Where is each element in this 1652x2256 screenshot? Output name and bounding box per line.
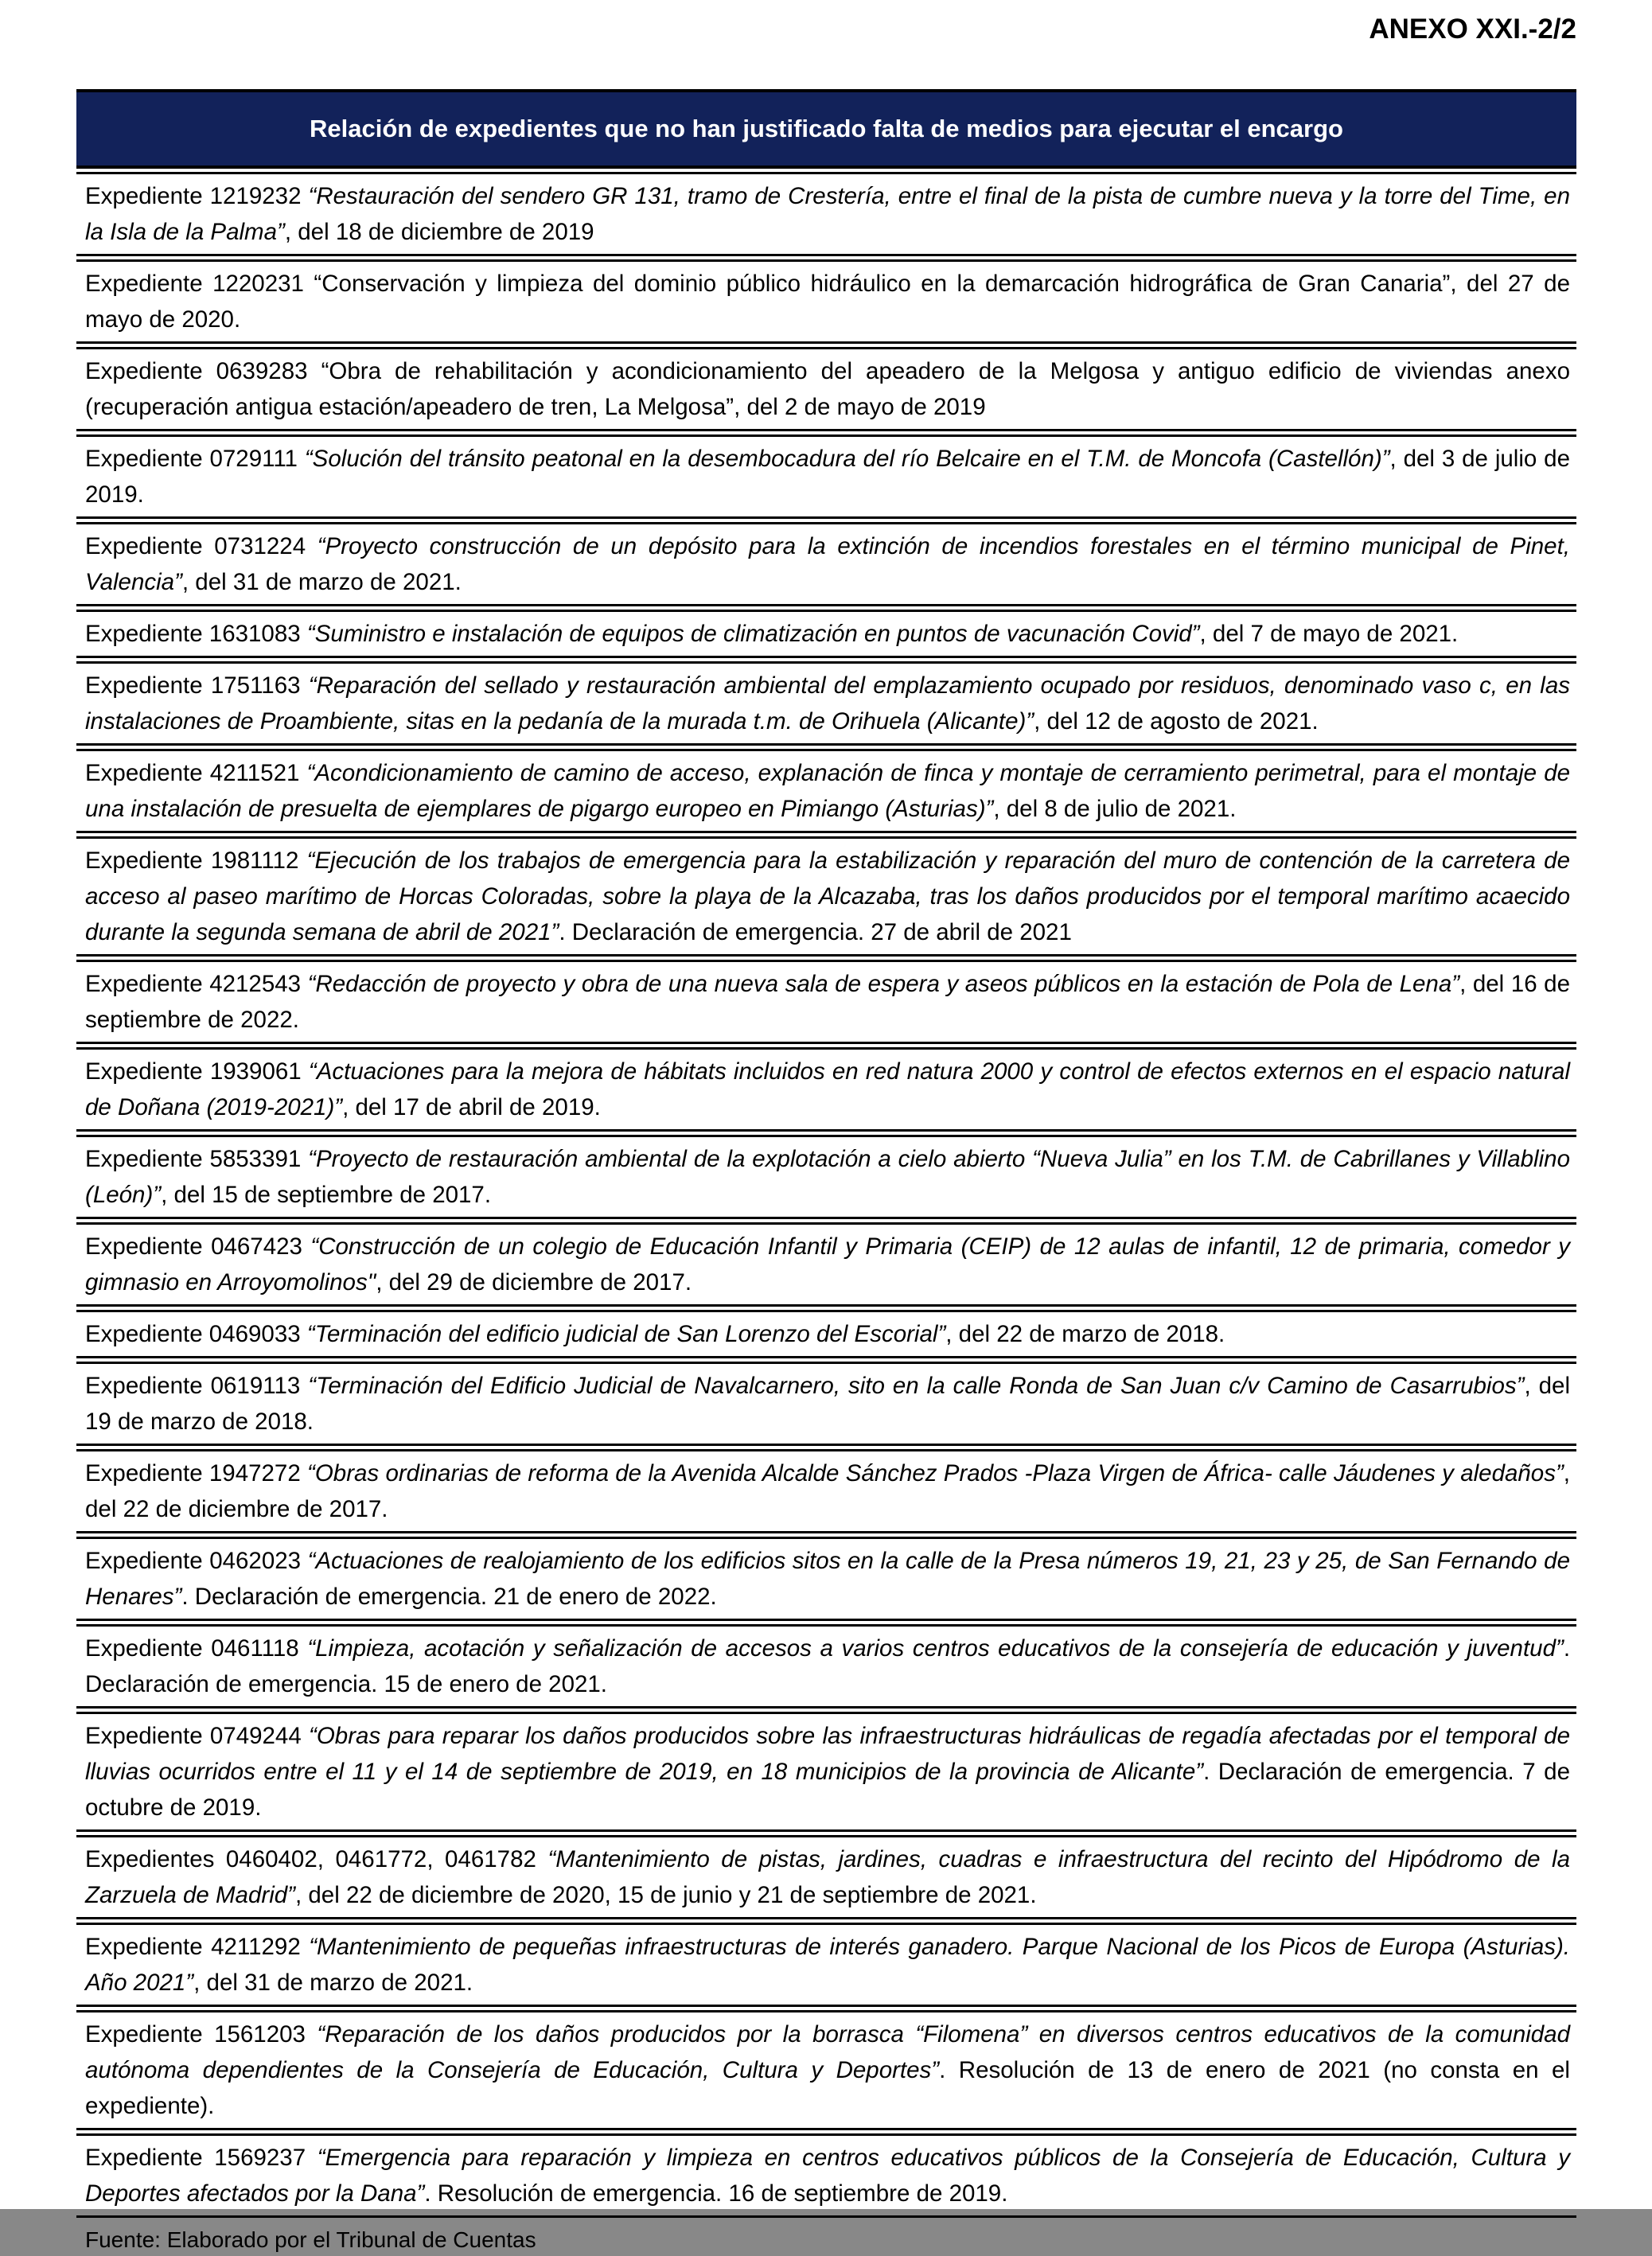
table-row <box>76 1362 1576 1446</box>
expediente-cell <box>76 1712 1576 1832</box>
expediente-cell <box>76 1135 1576 1219</box>
expediente-description: “Proyecto construcción de un depósito para la extinción de incendios forestales en el término municipal de Pinet, Valencia” <box>85 533 1570 595</box>
expediente-number: Expediente 0619113 <box>85 1373 301 1399</box>
expediente-date: , del 2 de mayo de 2019 <box>734 394 986 420</box>
expediente-description: “Actuaciones de realojamiento de los edificios sitos en la calle de la Presa números 19, 21, 23 y 25, de San Fernando de Henares” <box>85 1548 1570 1610</box>
expediente-cell <box>76 259 1576 344</box>
expediente-cell <box>76 960 1576 1044</box>
expediente-description: “Limpieza, acotación y señalización de accesos a varios centros educativos de la consejería de educación y juventud” <box>307 1635 1564 1662</box>
expediente-number: Expediente 5853391 <box>85 1146 302 1172</box>
expediente-description: “Construcción de un colegio de Educación Infantil y Primaria (CEIP) de 12 aulas de infantil, 12 de primaria, comedor y gimnasio en Arroyomolinos" <box>85 1233 1570 1296</box>
expediente-number: Expediente 4211292 <box>85 1934 301 1960</box>
table-row <box>76 434 1576 519</box>
expediente-cell <box>76 661 1576 746</box>
expediente-description: “Conservación y limpieza del dominio público hidráulico en la demarcación hidrográfica de Gran Canaria” <box>314 271 1451 297</box>
expediente-date: , del 12 de agosto de 2021. <box>1034 708 1319 734</box>
expediente-date: . Resolución de 13 de enero de 2021 (no consta en el expediente). <box>85 2057 1570 2119</box>
table-row <box>76 661 1576 746</box>
expediente-cell <box>76 2010 1576 2130</box>
table-row <box>76 1222 1576 1307</box>
expediente-date: . Declaración de emergencia. 27 de abril de 2021 <box>559 919 1072 945</box>
expediente-cell <box>76 1449 1576 1533</box>
expedientes-table <box>76 86 1576 2221</box>
table-row <box>76 610 1576 658</box>
expediente-cell <box>76 1047 1576 1132</box>
expediente-date: , del 22 de diciembre de 2017. <box>85 1460 1570 1522</box>
expediente-cell <box>76 836 1576 957</box>
expediente-number: Expediente 0749244 <box>85 1723 302 1749</box>
table-header-row <box>76 89 1576 169</box>
expediente-number: Expediente 0469033 <box>85 1321 301 1347</box>
expediente-number: Expediente 0731224 <box>85 533 306 559</box>
expediente-cell <box>76 172 1576 256</box>
expediente-description: “Obra de rehabilitación y acondicionamiento del apeadero de la Melgosa y antiguo edificio de viviendas anexo (recuperación antigua estación/apeadero de tren, La Melgosa” <box>85 358 1570 420</box>
table-row <box>76 172 1576 256</box>
expediente-date: . Declaración de emergencia. 21 de enero de 2022. <box>181 1584 717 1610</box>
table-row <box>76 1835 1576 1919</box>
expediente-date: , del 16 de septiembre de 2022. <box>85 971 1570 1033</box>
expediente-number: Expediente 0467423 <box>85 1233 302 1260</box>
expediente-description: “Terminación del Edificio Judicial de Navalcarnero, sito en la calle Ronda de San Juan c/v Camino de Casarrubios” <box>308 1373 1525 1399</box>
expediente-cell <box>76 1835 1576 1919</box>
expediente-cell <box>76 2133 1576 2218</box>
expediente-cell <box>76 1923 1576 2007</box>
table-row <box>76 2133 1576 2218</box>
expediente-date: , del 18 de diciembre de 2019 <box>284 219 594 245</box>
expediente-description: “Redacción de proyecto y obra de una nueva sala de espera y aseos públicos en la estación de Pola de Lena” <box>307 971 1460 997</box>
table-title: Relación de expedientes que no han justificado falta de medios para ejecutar el encargo <box>76 89 1576 169</box>
expediente-number: Expediente 0462023 <box>85 1548 302 1574</box>
table-row <box>76 1712 1576 1832</box>
expediente-number: Expediente 0461118 <box>85 1635 299 1662</box>
expediente-date: . Declaración de emergencia. 15 de enero de 2021. <box>85 1635 1571 1697</box>
expediente-number: Expedientes 0460402, 0461772, 0461782 <box>85 1846 536 1872</box>
expediente-description: “Solución del tránsito peatonal en la desembocadura del río Belcaire en el T.M. de Moncofa (Castellón)” <box>304 446 1390 472</box>
table-row <box>76 259 1576 344</box>
table-row <box>76 836 1576 957</box>
expediente-date: , del 3 de julio de 2019. <box>85 446 1570 508</box>
table-row <box>76 522 1576 606</box>
expediente-number: Expediente 1569237 <box>85 2145 306 2171</box>
expediente-description: “Proyecto de restauración ambiental de la explotación a cielo abierto “Nueva Julia” en los T.M. de Cabrillanes y Villablino (León)” <box>85 1146 1570 1208</box>
table-row <box>76 347 1576 431</box>
expediente-description: “Obras ordinarias de reforma de la Avenida Alcalde Sánchez Prados -Plaza Virgen de África- calle Jáudenes y aledaños” <box>307 1460 1564 1486</box>
expediente-cell <box>76 1222 1576 1307</box>
expediente-cell <box>76 1362 1576 1446</box>
table-row <box>76 1449 1576 1533</box>
expediente-date: , del 22 de diciembre de 2020, 15 de junio y 21 de septiembre de 2021. <box>294 1882 1037 1908</box>
expediente-number: Expediente 4212543 <box>85 971 302 997</box>
expediente-number: Expediente 1751163 <box>85 672 301 699</box>
expediente-date: , del 8 de julio de 2021. <box>993 796 1237 822</box>
expediente-description: “Mantenimiento de pequeñas infraestructuras de interés ganadero. Parque Nacional de los Picos de Europa (Asturias). Año 2021” <box>85 1934 1571 1996</box>
expediente-cell <box>76 434 1576 519</box>
table-row <box>76 1923 1576 2007</box>
table-body <box>76 172 1576 2218</box>
table-row <box>76 1537 1576 1621</box>
expediente-description: “Acondicionamiento de camino de acceso, explanación de finca y montaje de cerramiento perimetral, para el montaje de una instalación de presuelta de ejemplares de pigargo europeo en Pimiango (Asturias)” <box>85 760 1571 822</box>
expediente-date: . Resolución de emergencia. 16 de septiembre de 2019. <box>424 2180 1008 2207</box>
expediente-description: “Emergencia para reparación y limpieza en centros educativos públicos de la Consejería de Educación, Cultura y Deportes afectados por la Dana” <box>85 2145 1570 2207</box>
expediente-cell <box>76 610 1576 658</box>
expediente-number: Expediente 0639283 <box>85 358 308 384</box>
expediente-cell <box>76 347 1576 431</box>
expediente-number: Expediente 1219232 <box>85 183 302 209</box>
expediente-date: , del 17 de abril de 2019. <box>342 1094 601 1120</box>
table-row <box>76 749 1576 833</box>
annex-label: ANEXO XXI.-2/2 <box>1369 14 1576 45</box>
expediente-number: Expediente 1220231 <box>85 271 304 297</box>
expediente-description: “Reparación del sellado y restauración ambiental del emplazamiento ocupado por residuos, denominado vaso c, en las instalaciones de Proambiente, sitas en la pedanía de la murada t.m. de Orihuela (Alicante)” <box>85 672 1570 734</box>
expediente-description: “Actuaciones para la mejora de hábitats incluidos en red natura 2000 y control de efectos externos en el espacio natural de Doñana (2019-2021)” <box>85 1058 1570 1120</box>
expediente-number: Expediente 4211521 <box>85 760 300 786</box>
expediente-date: , del 31 de marzo de 2021. <box>181 569 462 595</box>
expediente-date: , del 22 de marzo de 2018. <box>945 1321 1225 1347</box>
expediente-description: “Ejecución de los trabajos de emergencia para la estabilización y reparación del muro de contención de la carretera de acceso al paseo marítimo de Horcas Coloradas, sobre la playa de la Alcazaba, tras los daños producidos por el temporal marítimo acaecido durante la segunda semana de abril de 2021” <box>85 847 1570 945</box>
table-row <box>76 1624 1576 1709</box>
expediente-description: “Mantenimiento de pistas, jardines, cuadras e infraestructura del recinto del Hipódromo de la Zarzuela de Madrid” <box>85 1846 1570 1908</box>
expediente-cell <box>76 522 1576 606</box>
expediente-cell <box>76 749 1576 833</box>
expediente-description: “Reparación de los daños producidos por la borrasca “Filomena” en diversos centros educativos de la comunidad autónoma dependientes de la Consejería de Educación, Cultura y Deportes” <box>85 2021 1570 2083</box>
expediente-number: Expediente 0729111 <box>85 446 298 472</box>
table-row <box>76 2010 1576 2130</box>
expediente-number: Expediente 1981112 <box>85 847 299 874</box>
source-note: Fuente: Elaborado por el Tribunal de Cuentas <box>85 2227 536 2252</box>
expediente-date: . Declaración de emergencia. 7 de octubre de 2019. <box>85 1759 1570 1821</box>
expediente-date: , del 19 de marzo de 2018. <box>85 1373 1570 1435</box>
expediente-date: , del 27 de mayo de 2020. <box>85 271 1570 333</box>
expediente-number: Expediente 1939061 <box>85 1058 302 1085</box>
expediente-date: , del 29 de diciembre de 2017. <box>376 1269 692 1296</box>
expediente-cell <box>76 1624 1576 1709</box>
expediente-cell <box>76 1310 1576 1358</box>
table-row <box>76 1047 1576 1132</box>
expediente-date: , del 7 de mayo de 2021. <box>1199 621 1459 647</box>
table-row <box>76 960 1576 1044</box>
expediente-number: Expediente 1947272 <box>85 1460 301 1486</box>
expediente-date: , del 15 de septiembre de 2017. <box>161 1182 492 1208</box>
expediente-description: “Obras para reparar los daños producidos sobre las infraestructuras hidráulicas de regadía afectadas por el temporal de lluvias ocurridos entre el 11 y el 14 de septiembre de 2019, en 18 municipios de la provincia de Alicante” <box>85 1723 1570 1785</box>
table-row <box>76 1310 1576 1358</box>
expediente-number: Expediente 1631083 <box>85 621 301 647</box>
expediente-date: , del 31 de marzo de 2021. <box>193 1970 473 1996</box>
table-row <box>76 1135 1576 1219</box>
expediente-description: “Suministro e instalación de equipos de climatización en puntos de vacunación Covid” <box>306 621 1200 647</box>
expediente-description: “Terminación del edificio judicial de San Lorenzo del Escorial” <box>306 1321 946 1347</box>
expediente-number: Expediente 1561203 <box>85 2021 306 2048</box>
expediente-description: “Restauración del sendero GR 131, tramo de Crestería, entre el final de la pista de cumbre nueva y la torre del Time, en la Isla de la Palma” <box>85 183 1570 245</box>
expediente-cell <box>76 1537 1576 1621</box>
